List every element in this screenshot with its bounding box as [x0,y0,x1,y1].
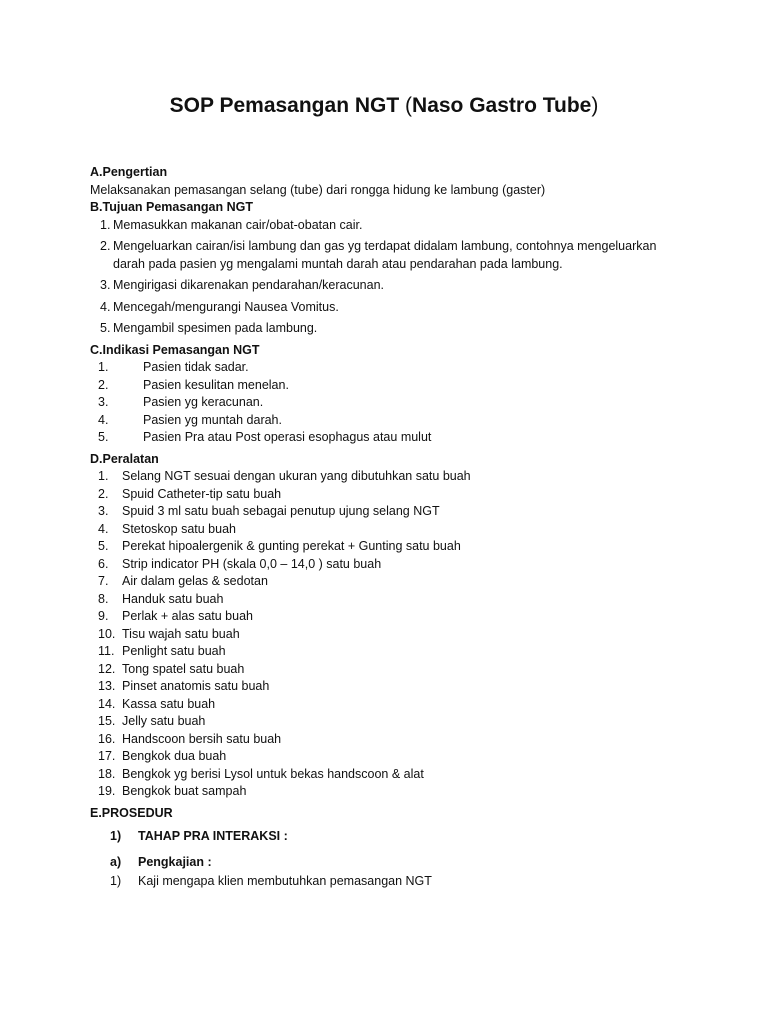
title-open-paren: ( [405,94,413,117]
list-item: 8. Handuk satu buah [98,591,224,606]
list-item: 3. Spuid 3 ml satu buah sebagai penutup ujung selang NGT [98,504,440,518]
section-d-heading: D.Peralatan [90,451,159,466]
document-title [0,94,768,118]
list-item: 2. Pasien kesulitan menelan. [98,377,289,392]
list-item: 1. Selang NGT sesuai dengan ukuran yang dibutuhkan satu buah [98,469,471,483]
list-item: 4. Pasien yg muntah darah. [98,412,282,427]
section-a-text: Melaksanakan pemasangan selang (tube) dari rongga hidung ke lambung (gaster) [90,182,546,197]
list-item: 11. Penlight satu buah [98,644,226,658]
list-item: 5. Pasien Pra atau Post operasi esophagus atau mulut [98,430,432,444]
list-item: 17. Bengkok dua buah [98,749,227,763]
list-item: 3. Pasien yg keracunan. [98,395,264,409]
procedure-step-1: 1) TAHAP PRA INTERAKSI : [110,829,288,843]
list-item: 6. Strip indicator PH (skala 0,0 – 14,0 ) satu buah [98,556,382,571]
list-item: 9. Perlak + alas satu buah [98,609,253,623]
list-item: 10. Tisu wajah satu buah [98,626,240,641]
list-item: 1. Memasukkan makanan cair/obat-obatan cair. [100,217,363,232]
procedure-item-1: 1) Kaji mengapa klien membutuhkan pemasangan NGT [110,874,432,888]
list-item: 5. Mengambil spesimen pada lambung. [100,321,318,335]
list-item: 4. Stetoskop satu buah [98,521,236,536]
section-e-heading: E.PROSEDUR [90,805,173,820]
list-item: 7. Air dalam gelas & sedotan [98,574,268,588]
section-a-heading: A.Pengertian [90,165,168,179]
title-inner: Naso Gastro Tube [412,94,592,117]
title-main: SOP Pemasangan NGT [169,94,400,117]
list-item: 4. Mencegah/mengurangi Nausea Vomitus. [100,299,339,314]
list-item: 1. Pasien tidak sadar. [98,360,249,374]
document-content [90,164,690,891]
section-b-heading: B.Tujuan Pemasangan NGT [90,200,253,214]
list-item: 16. Handscoon bersih satu buah [98,731,282,746]
list-item: 13. Pinset anatomis satu buah [98,679,270,693]
list-item: 18. Bengkok yg berisi Lysol untuk bekas handscoon & alat [98,766,424,781]
list-item: 15. Jelly satu buah [98,714,206,728]
list-item: 2. Mengeluarkan cairan/isi lambung dan gas yg terdapat didalam lambung, contohnya mengeluarkan darah pada pasien yg mengalami muntah darah atau pendarahan pada lambung. [100,239,657,271]
list-item: 2. Spuid Catheter-tip satu buah [98,486,282,501]
section-d-list [90,468,690,801]
section-c-heading: C.Indikasi Pemasangan NGT [90,342,260,357]
list-item: 5. Perekat hipoalergenik & gunting perekat + Gunting satu buah [98,539,461,553]
title-close-paren: ) [591,94,599,117]
procedure-step-a: a) Pengkajian : [110,854,212,869]
list-item: 3. Mengirigasi dikarenakan pendarahan/keracunan. [100,278,385,292]
section-c-list [90,359,690,447]
section-b-list [90,217,690,338]
list-item: 14. Kassa satu buah [98,696,216,711]
list-item: 12. Tong spatel satu buah [98,661,245,676]
list-item: 19. Bengkok buat sampah [98,784,247,798]
